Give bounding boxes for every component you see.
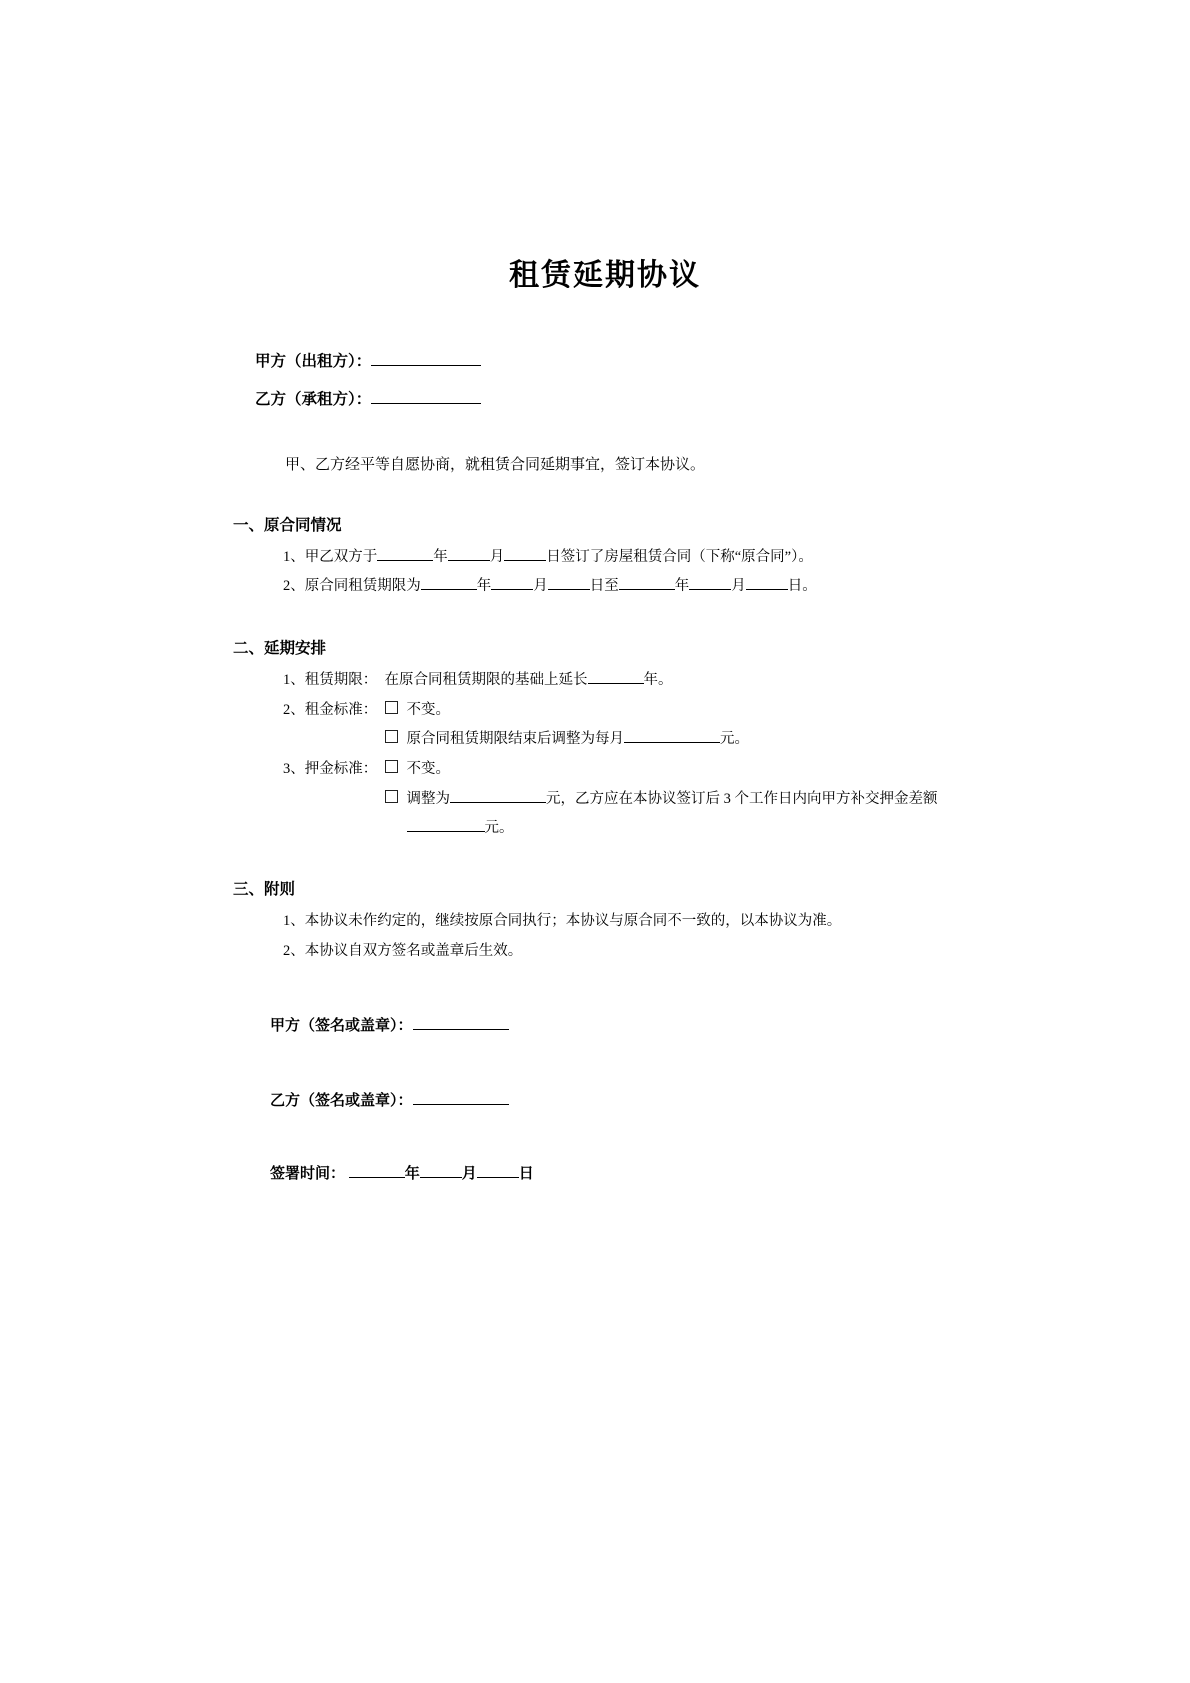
contract-sign-month-input[interactable] (448, 560, 490, 561)
deposit-standard-num: 3、 (283, 761, 305, 778)
appendix-1-num: 1、 (283, 912, 305, 929)
signature-lessee-line (255, 1089, 955, 1110)
sign-month-unit: 月 (461, 1166, 477, 1183)
deposit-difference-input[interactable] (407, 831, 485, 832)
rent-standard-label-wrap (283, 696, 385, 755)
signature-lessee-label: 乙方（签名或盖章）： (270, 1093, 413, 1110)
item-2-num: 2、 (283, 578, 305, 595)
item-2-text-1: 原合同租赁期限为 (304, 578, 421, 595)
sign-year-input[interactable] (349, 1177, 405, 1178)
deposit-option-adjust-label (407, 785, 956, 843)
rent-option-adjust[interactable] (385, 725, 956, 755)
contract-sign-year-input[interactable] (377, 560, 433, 561)
term-end-year-input[interactable] (619, 589, 675, 590)
appendix-2-num: 2、 (283, 942, 305, 959)
party-lessor-label: 甲方（出租方）： (255, 353, 372, 370)
term-end-month-input[interactable] (689, 589, 731, 590)
section-2-item-2 (283, 696, 955, 755)
item-2-unit-year-2: 年 (674, 578, 690, 595)
sign-month-input[interactable] (420, 1177, 462, 1178)
signature-date-label: 签署时间： (270, 1166, 346, 1183)
deposit-option-unchanged-label: 不变。 (406, 761, 450, 778)
signature-date-line (255, 1162, 955, 1183)
party-block (255, 354, 955, 407)
item-1-text-2: 日签订了房屋租赁合同（下称“原合同”）。 (546, 548, 813, 565)
term-start-day-input[interactable] (548, 589, 590, 590)
document-body (233, 0, 955, 1183)
party-lessee-input[interactable] (371, 403, 481, 404)
signature-lessee-input[interactable] (413, 1104, 509, 1105)
deposit-standard-label: 押金标准： (304, 761, 378, 778)
lease-term-label: 租赁期限： (304, 671, 378, 688)
item-2-text-2: 日至 (589, 578, 619, 595)
lease-term-text-before: 在原合同租赁期限的基础上延长 (384, 671, 588, 688)
section-3-title: 三、附则 (233, 880, 296, 898)
deposit-adjust-amount-input[interactable] (450, 802, 546, 803)
deposit-adjust-text-before: 调整为 (406, 790, 450, 807)
sign-day-unit: 日 (518, 1166, 534, 1183)
item-1-text-1: 甲乙双方于 (304, 548, 378, 565)
section-1-title: 一、原合同情况 (233, 516, 342, 534)
section-appendix (233, 877, 955, 966)
checkbox-icon[interactable] (385, 730, 398, 743)
checkbox-icon[interactable] (385, 701, 398, 714)
section-2-item-1 (283, 666, 955, 696)
item-1-unit-month: 月 (489, 548, 505, 565)
deposit-standard-options (385, 755, 956, 843)
item-2-unit-month-2: 月 (731, 578, 746, 595)
rent-standard-num: 2、 (283, 701, 305, 718)
signature-lessor-line (255, 1014, 955, 1035)
checkbox-icon[interactable] (385, 790, 398, 803)
signature-lessor-input[interactable] (413, 1029, 509, 1030)
item-2-unit-month-1: 月 (533, 578, 548, 595)
page-title: 租赁延期协议 (509, 259, 701, 292)
checkbox-icon[interactable] (385, 760, 398, 773)
section-3-item-1 (283, 907, 955, 937)
section-extension-arrangement (233, 636, 955, 843)
appendix-1-text: 本协议未作约定的，继续按原合同执行；本协议与原合同不一致的，以本协议为准。 (304, 912, 842, 929)
extension-years-input[interactable] (588, 683, 644, 684)
rent-adjust-text-after: 元。 (720, 731, 749, 748)
item-2-text-3: 日。 (787, 578, 817, 595)
deposit-adjust-text-after: 元。 (484, 819, 514, 836)
party-lessor-input[interactable] (371, 365, 481, 366)
intro-paragraph: 甲、乙方经平等自愿协商，就租赁合同延期事宜，签订本协议。 (285, 457, 706, 473)
party-lessee-label: 乙方（承租方）： (255, 390, 372, 408)
sign-year-unit: 年 (404, 1166, 420, 1183)
party-lessee-line (255, 392, 955, 408)
rent-option-unchanged[interactable] (385, 696, 956, 726)
party-lessor-line (255, 354, 955, 370)
lease-term-text-after: 年。 (643, 671, 673, 688)
item-2-unit-year-1: 年 (476, 578, 492, 595)
rent-option-unchanged-label: 不变。 (406, 701, 450, 718)
deposit-standard-label-wrap (283, 755, 385, 843)
rent-standard-label: 租金标准： (304, 701, 378, 718)
term-start-month-input[interactable] (491, 589, 533, 590)
rent-adjust-amount-input[interactable] (624, 742, 720, 743)
sign-day-input[interactable] (477, 1177, 519, 1178)
item-1-unit-year: 年 (433, 548, 448, 565)
deposit-option-adjust[interactable] (385, 785, 956, 843)
section-2-item-3 (283, 755, 955, 843)
rent-adjust-text-before: 原合同租赁期限结束后调整为每月 (406, 731, 624, 748)
section-1-item-2 (283, 572, 955, 602)
section-3-item-2 (283, 937, 955, 967)
term-start-year-input[interactable] (421, 589, 477, 590)
section-1-item-1 (283, 543, 955, 573)
term-end-day-input[interactable] (746, 589, 788, 590)
contract-sign-day-input[interactable] (504, 560, 546, 561)
appendix-2-text: 本协议自双方签名或盖章后生效。 (304, 942, 523, 959)
deposit-adjust-text-mid: 元，乙方应在本协议签订后 3 个工作日内向甲方补交押金差额 (546, 790, 938, 807)
item-1-num: 1、 (283, 548, 305, 565)
rent-option-adjust-label (407, 725, 750, 755)
lease-term-num: 1、 (283, 671, 305, 688)
signature-lessor-label: 甲方（签名或盖章）： (270, 1018, 413, 1035)
section-original-contract (233, 513, 955, 602)
section-2-title: 二、延期安排 (233, 639, 327, 657)
rent-standard-options (385, 696, 956, 755)
deposit-option-unchanged[interactable] (385, 755, 956, 785)
